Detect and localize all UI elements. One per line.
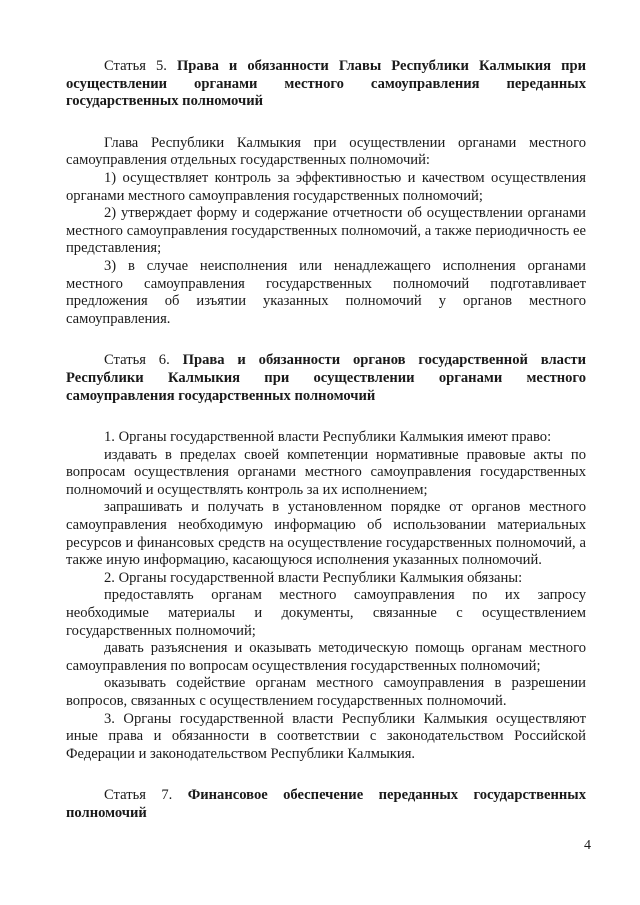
- article-5-heading: [66, 58, 586, 111]
- article-5-paragraph: Глава Республики Калмыкия при осуществлении органами местного самоуправления отдельных государственных полномочий:: [66, 134, 586, 169]
- article-6-paragraph: издавать в пределах своей компетенции нормативные правовые акты по вопросам осуществления органами местного самоуправления государственных полномочий и осуществлять контроль за их исполнением;: [66, 446, 586, 498]
- article-7-title: Финансовое обеспечение переданных государственных полномочий: [66, 787, 586, 821]
- article-7-label: Статья 7.: [104, 787, 173, 804]
- article-6-paragraph: запрашивать и получать в установленном порядке от органов местного самоуправления необходимую информацию об использовании материальных ресурсов и финансовых средств на осуществление государственных полномочий, а также иную информацию, касающуюся исполнения указанных полномочий.: [66, 499, 586, 569]
- article-6-paragraph: оказывать содействие органам местного самоуправления в разрешении вопросов, связанных с осуществлением государственных полномочий.: [66, 675, 586, 709]
- article-6-paragraph: давать разъяснения и оказывать методическую помощь органам местного самоуправления по вопросам осуществления государственных полномочий;: [66, 640, 586, 674]
- article-5-label: Статья 5.: [104, 58, 167, 74]
- article-5-paragraph: 1) осуществляет контроль за эффективностью и качеством осуществления органами местного самоуправления государственных полномочий;: [66, 169, 586, 204]
- article-6-paragraph: 1. Органы государственной власти Республики Калмыкия имеют право:: [104, 429, 552, 446]
- article-6-paragraph: 2. Органы государственной власти Республики Калмыкия обязаны:: [104, 569, 523, 586]
- article-6-title: Права и обязанности органов государственной власти Республики Калмыкия при осуществлении органами местного самоуправления государственных полномочий: [66, 352, 586, 404]
- article-6-body: [66, 429, 586, 763]
- article-6-paragraph: предоставлять органам местного самоуправления по их запросу необходимые материалы и документы, связанные с осуществлением государственных полномочий;: [66, 587, 586, 639]
- article-5-paragraph: 2) утверждает форму и содержание отчетности об осуществлении органами местного самоуправления государственных полномочий, а также периодичность ее представления;: [66, 205, 586, 257]
- document-page: [66, 58, 586, 823]
- article-5-paragraph: 3) в случае неисполнения или ненадлежащего исполнения органами местного самоуправления государственных полномочий подготавливает предложения об изъятии указанных полномочий у органов местного самоуправления.: [66, 257, 586, 327]
- article-6-paragraph: 3. Органы государственной власти Республики Калмыкия осуществляют иные права и обязанности в соответствии с законодательством Российской Федерации и законодательством Республики Калмыкия.: [66, 710, 586, 762]
- article-6-heading: [66, 352, 586, 405]
- article-5-title: Права и обязанности Главы Республики Калмыкия при осуществлении органами местного самоуправления переданных государственных полномочий: [66, 58, 586, 110]
- article-5-body: [66, 135, 586, 329]
- page-number: 4: [584, 838, 591, 853]
- article-7-heading: [66, 787, 586, 822]
- article-6-label: Статья 6.: [104, 352, 170, 369]
